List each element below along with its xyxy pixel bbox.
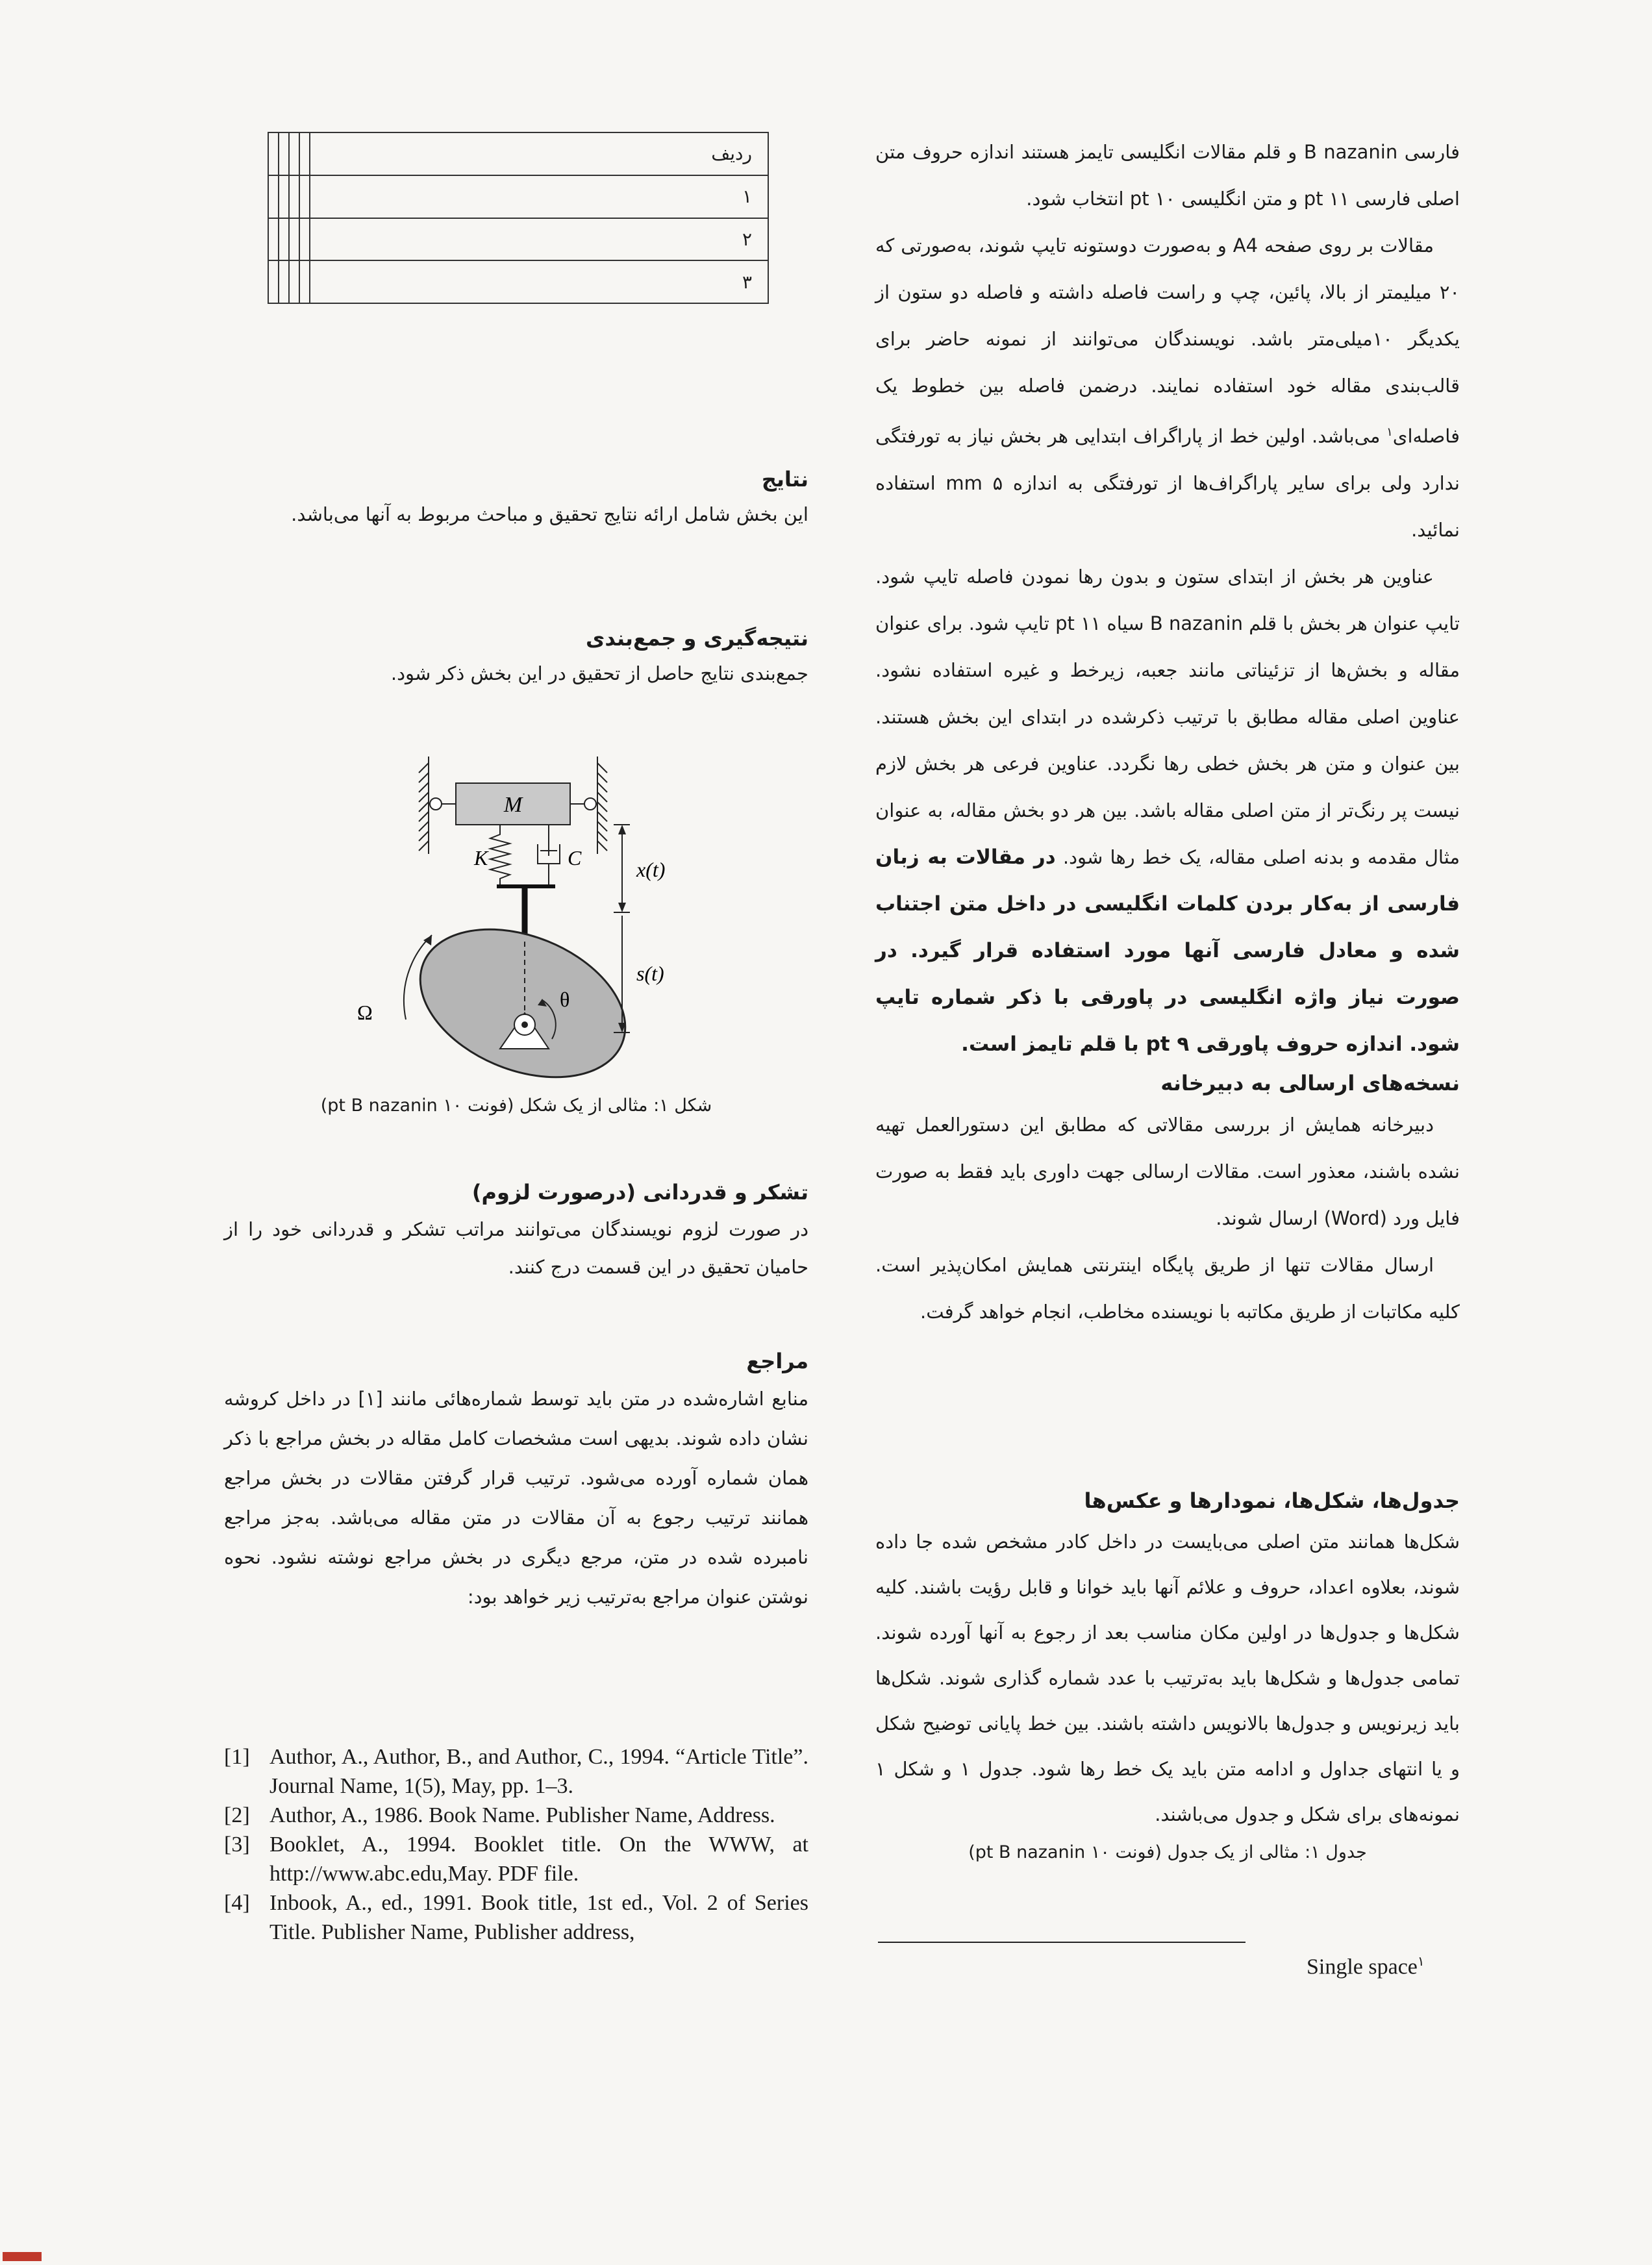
reference-item: [3] Booklet, A., 1994. Booklet title. On the WWW, at http://www.abc.edu,May. PDF file. — [224, 1833, 808, 1886]
paragraph: عناوین هر بخش از ابتدای ستون و بدون رها نمودن فاصله تایپ شود. تایپ عنوان هر بخش با قلم B nazanin سیاه ۱۱ pt تایپ شود. برای عنوان مقاله و بخش‌ها از تزئیناتی مانند جعبه، زیرخط و غیره استفاده نشود. عناوین اصلی مقاله مطابق با ترتیب ذکرشده در ابتدای این بخش هستند. بین عنوان و متن هر بخش خطی رها نگردد. عناوین فرعی هر بخش لازم نیست پر رنگ‌تر از متن اصلی مقاله باشد. بین هر دو بخش مقاله، به عنوان مثال مقدمه و بدنه اصلی مقاله، یک خط رها شود. در مقالات به زبان فارسی از به‌کار بردن کلمات انگلیسی در داخل متن اجتناب شده و معادل فارسی آنها مورد استفاده قرار گیرد. در صورت نیاز واژه انگلیسی در پاورقی با ذکر شماره تایپ شود. اندازه حروف پاورقی ۹ pt با قلم تایمز است. — [875, 565, 1460, 1056]
paragraph: دبیرخانه همایش از بررسی مقالاتی که مطابق این دستورالعمل تهیه نشده باشند، معذور است. مقالات ارسالی جهت داوری باید فقط به صورت فایل ورد (Word) ارسال شوند. — [875, 1114, 1460, 1229]
wall-right — [597, 757, 607, 854]
paragraph: مقالات بر روی صفحه A4 و به‌صورت دوستونه تایپ شوند، به‌صورتی که ۲۰ میلیمتر از بالا، پائین، چپ و راست فاصله داشته و فاصله دو ستون از یکدیگر ۱۰میلی‌متر باشد. نویسندگان می‌توانند از نمونه حاضر برای قالب‌بندی مقاله خود استفاده نمایند. درضمن فاصله بین خطوط یک فاصله‌ای$^۱$ می‌باشد. اولین خط از پاراگراف ابتدایی هر بخش نیاز به تورفتگی ندارد ولی برای سایر پاراگراف‌ها از تورفتگی به اندازه ۵ mm استفاده نمائید. — [875, 234, 1460, 541]
table-row: ۲ — [268, 218, 768, 261]
section-copies — [875, 1065, 1460, 1335]
table-header-row-label: ردیف — [310, 132, 768, 175]
wall-left — [419, 757, 429, 854]
reference-item: [1] Author, A., Author, B., and Author, C., 1994. “Article Title”. Journal Name, 1(5), May, pp. 1–3. — [224, 1745, 808, 1798]
footnote-rule — [878, 1942, 1245, 1943]
s-label: s(t) — [636, 962, 664, 985]
right-column — [875, 129, 1460, 1068]
figure-caption: شکل ۱: مثالی از یک شکل (فونت ۱۰ pt B nazanin) — [320, 1095, 712, 1116]
section-conclusion — [224, 620, 808, 690]
reference-list — [224, 1742, 808, 1947]
roller-right — [584, 798, 596, 810]
section-title: مراجع — [746, 1349, 808, 1373]
table-caption: جدول ۱: مثالی از یک جدول (فونت ۱۰ pt B nazanin) — [968, 1842, 1367, 1862]
damper-label: C — [568, 846, 582, 870]
reference-item: [2] Author, A., 1986. Book Name. Publisher Name, Address. — [224, 1803, 775, 1827]
paragraph: این بخش شامل ارائه نتایج تحقیق و مباحث مربوط به آنها می‌باشد. — [291, 503, 808, 525]
paragraph: در صورت لزوم نویسندگان می‌توانند مراتب تشکر و قدردانی خود را از حامیان تحقیق در این قسمت درج کنند. — [224, 1218, 808, 1278]
table-row: ۳ — [268, 260, 768, 303]
x-label: x(t) — [636, 858, 666, 881]
theta-label: θ — [560, 988, 570, 1011]
paragraph: جمع‌بندی نتایج حاصل از تحقیق در این بخش ذکر شود. — [390, 662, 808, 684]
paragraph: ارسال مقالات تنها از طریق پایگاه اینترنتی همایش امکان‌پذیر است. کلیه مکاتبات از طریق مکاتبه با نویسنده مخاطب، انجام خواهد گرفت. — [875, 1254, 1460, 1323]
section-thanks — [224, 1174, 808, 1286]
damper — [538, 825, 560, 886]
spring-label: K — [474, 846, 488, 870]
section-title: جدول‌ها، شکل‌ها، نمودارها و عکس‌ها — [1084, 1488, 1460, 1513]
section-results — [224, 461, 808, 531]
section-title: نتایج — [761, 467, 808, 492]
section-title: نتیجه‌گیری و جمع‌بندی — [586, 626, 808, 651]
example-table — [268, 132, 769, 304]
footnote: Single space$^۱$ — [1307, 1955, 1425, 1979]
table-row: ۱ — [268, 175, 768, 218]
mass-label: M — [503, 793, 523, 817]
paragraph: فارسی B nazanin و قلم مقالات انگلیسی تایمز هستند اندازه حروف متن اصلی فارسی ۱۱ pt و متن انگلیسی ۱۰ pt انتخاب شود. — [875, 141, 1460, 210]
omega-label: Ω — [357, 1001, 373, 1024]
paragraph: شکل‌ها همانند متن اصلی می‌بایست در داخل کادر مشخص شده جا داده شوند، بعلاوه اعداد، حروف و علائم آنها باید خوانا و قابل رؤیت باشند. کلیه شکل‌ها و جدول‌ها در اولین مکان مناسب بعد از رجوع به آنها آورده شوند. تمامی جدول‌ها و شکل‌ها باید به‌ترتیب با عدد شماره گذاری شوند. شکل‌ها باید زیرنویس و جدول‌ها بالانویس داشته باشند. بین خط پایانی توضیح شکل و یا انتهای جداول و ادامه متن باید یک خط رها شود. جدول ۱ و شکل ۱ نمونه‌های برای شکل و جدول می‌باشند. — [875, 1531, 1460, 1825]
spring — [490, 825, 510, 886]
scan-tag — [3, 2252, 42, 2261]
section-title: تشکر و قدردانی (درصورت لزوم) — [471, 1180, 808, 1205]
section-tables — [875, 1483, 1460, 1866]
section-references — [224, 1343, 808, 1617]
section-title: نسخه‌های ارسالی به دبیرخانه — [1160, 1071, 1460, 1095]
roller-left — [430, 798, 442, 810]
reference-item: [4] Inbook, A., ed., 1991. Book title, 1st ed., Vol. 2 of Series Title. Publisher Name, Publisher address, — [224, 1891, 808, 1944]
figure-cam-mechanism — [351, 747, 714, 1084]
paragraph: منابع اشاره‌شده در متن باید توسط شماره‌هائی مانند [۱] در داخل کروشه نشان داده شوند. بدیهی است مشخصات کامل مقاله در بخش مراجع با ذکر همان شماره آورده می‌شود. ترتیب قرار گرفتن مقالات در بخش مراجع همانند ترتیب رجوع به آن مقالات در متن مقاله می‌باشد. به‌جز مراجع نامبرده شده در متن، مرجع دیگری در بخش مراجع نوشته نشود. نحوه نوشتن عنوان مراجع به‌ترتیب زیر خواهد بود: — [224, 1388, 808, 1608]
